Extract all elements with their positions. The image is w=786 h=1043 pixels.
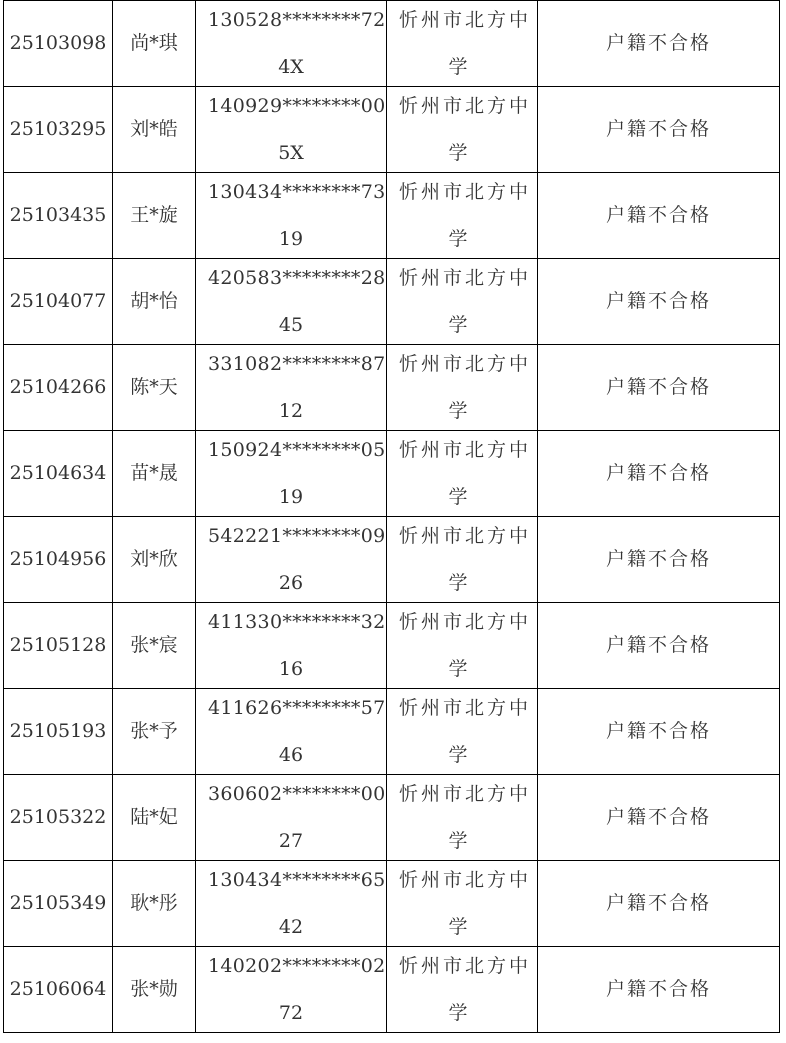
school-line-2: 学 [448,313,468,336]
table-row [4,689,780,775]
reason-text: 户籍不合格 [605,978,711,1001]
school-line-2: 学 [448,743,468,766]
id-card-line-2: 19 [278,227,304,250]
table-row [4,345,780,431]
school-line-1: 忻州市北方中 [399,954,532,977]
school-cell [387,345,538,431]
table-row [4,1,780,87]
id-card-line-2: 19 [278,485,304,508]
id-card-line-1: 130434********65 [208,868,386,891]
table-row [4,431,780,517]
id-card-line-1: 331082********87 [208,352,386,375]
exam-id-cell: 25103098 [4,1,113,87]
id-card-cell [196,775,387,861]
school-cell [387,259,538,345]
reason-text: 户籍不合格 [605,32,711,55]
school-cell [387,431,538,517]
reason-text: 户籍不合格 [605,290,711,313]
id-card-line-1: 411330********32 [208,610,386,633]
reason-text: 户籍不合格 [605,720,711,743]
school-line-2: 学 [448,571,468,594]
id-card-cell [196,861,387,947]
student-name-cell: 张*宸 [113,603,196,689]
school-line-2: 学 [448,485,468,508]
student-name-cell: 尚*琪 [113,1,196,87]
student-name-cell: 苗*晟 [113,431,196,517]
school-line-1: 忻州市北方中 [399,266,532,289]
school-line-1: 忻州市北方中 [399,868,532,891]
school-cell [387,1,538,87]
reason-text: 户籍不合格 [605,462,711,485]
exam-id-cell: 25104956 [4,517,113,603]
school-line-1: 忻州市北方中 [399,180,532,203]
id-card-line-2: 46 [278,743,304,766]
exam-id-cell: 25105322 [4,775,113,861]
id-card-line-1: 411626********57 [208,696,386,719]
school-line-1: 忻州市北方中 [399,782,532,805]
reason-cell [538,431,780,517]
school-line-1: 忻州市北方中 [399,352,532,375]
school-cell [387,861,538,947]
table-row [4,861,780,947]
id-card-line-1: 150924********05 [208,438,386,461]
exam-id-cell: 25104634 [4,431,113,517]
table-row [4,947,780,1033]
id-card-cell [196,431,387,517]
reason-text: 户籍不合格 [605,118,711,141]
id-card-cell [196,603,387,689]
table-row [4,87,780,173]
id-card-line-2: 16 [278,657,304,680]
id-card-cell [196,689,387,775]
exam-id-cell: 25106064 [4,947,113,1033]
exam-id-cell: 25103295 [4,87,113,173]
school-cell [387,689,538,775]
school-line-1: 忻州市北方中 [399,696,532,719]
school-line-2: 学 [448,915,468,938]
reason-cell [538,259,780,345]
id-card-line-2: 12 [278,399,304,422]
roster-body [4,1,780,1033]
school-line-1: 忻州市北方中 [399,610,532,633]
school-cell [387,87,538,173]
exam-id-cell: 25105193 [4,689,113,775]
reason-text: 户籍不合格 [605,634,711,657]
id-card-cell [196,517,387,603]
school-line-2: 学 [448,829,468,852]
student-name-cell: 张*予 [113,689,196,775]
reason-text: 户籍不合格 [605,204,711,227]
id-card-line-2: 26 [278,571,304,594]
reason-cell [538,775,780,861]
reason-cell [538,173,780,259]
school-cell [387,775,538,861]
reason-cell [538,87,780,173]
school-line-2: 学 [448,1001,468,1024]
id-card-line-2: 5X [278,141,304,164]
student-name-cell: 胡*怡 [113,259,196,345]
id-card-cell [196,345,387,431]
school-cell [387,947,538,1033]
student-name-cell: 张*勋 [113,947,196,1033]
id-card-line-2: 42 [278,915,304,938]
id-card-line-1: 140202********02 [208,954,386,977]
reason-cell [538,1,780,87]
table-row [4,775,780,861]
school-cell [387,517,538,603]
id-card-line-2: 72 [278,1001,304,1024]
student-name-cell: 陆*妃 [113,775,196,861]
school-line-2: 学 [448,657,468,680]
id-card-line-1: 130528********72 [208,8,386,31]
exam-id-cell: 25103435 [4,173,113,259]
exam-id-cell: 25104077 [4,259,113,345]
student-name-cell: 王*旋 [113,173,196,259]
exam-id-cell: 25105349 [4,861,113,947]
id-card-line-1: 140929********00 [208,94,386,117]
id-card-line-2: 45 [278,313,304,336]
id-card-cell [196,87,387,173]
table-row [4,173,780,259]
exam-id-cell: 25105128 [4,603,113,689]
school-cell [387,603,538,689]
table-row [4,259,780,345]
reason-cell [538,345,780,431]
reason-cell [538,517,780,603]
student-name-cell: 刘*欣 [113,517,196,603]
id-card-cell [196,947,387,1033]
reason-cell [538,689,780,775]
school-line-1: 忻州市北方中 [399,438,532,461]
school-line-2: 学 [448,141,468,164]
school-line-2: 学 [448,399,468,422]
reason-cell [538,603,780,689]
id-card-line-1: 360602********00 [208,782,386,805]
reason-text: 户籍不合格 [605,892,711,915]
table-row [4,517,780,603]
reason-text: 户籍不合格 [605,548,711,571]
id-card-cell [196,1,387,87]
id-card-cell [196,173,387,259]
roster-table [3,0,780,1033]
reason-text: 户籍不合格 [605,806,711,829]
reason-text: 户籍不合格 [605,376,711,399]
student-name-cell: 耿*彤 [113,861,196,947]
exam-id-cell: 25104266 [4,345,113,431]
student-name-cell: 刘*皓 [113,87,196,173]
reason-cell [538,947,780,1033]
school-line-1: 忻州市北方中 [399,94,532,117]
id-card-line-1: 420583********28 [208,266,386,289]
school-line-1: 忻州市北方中 [399,524,532,547]
school-cell [387,173,538,259]
id-card-line-1: 542221********09 [208,524,386,547]
id-card-line-2: 27 [278,829,304,852]
table-row [4,603,780,689]
school-line-1: 忻州市北方中 [399,8,532,31]
school-line-2: 学 [448,227,468,250]
reason-cell [538,861,780,947]
school-line-2: 学 [448,55,468,78]
student-name-cell: 陈*天 [113,345,196,431]
id-card-cell [196,259,387,345]
id-card-line-1: 130434********73 [208,180,386,203]
id-card-line-2: 4X [278,55,304,78]
